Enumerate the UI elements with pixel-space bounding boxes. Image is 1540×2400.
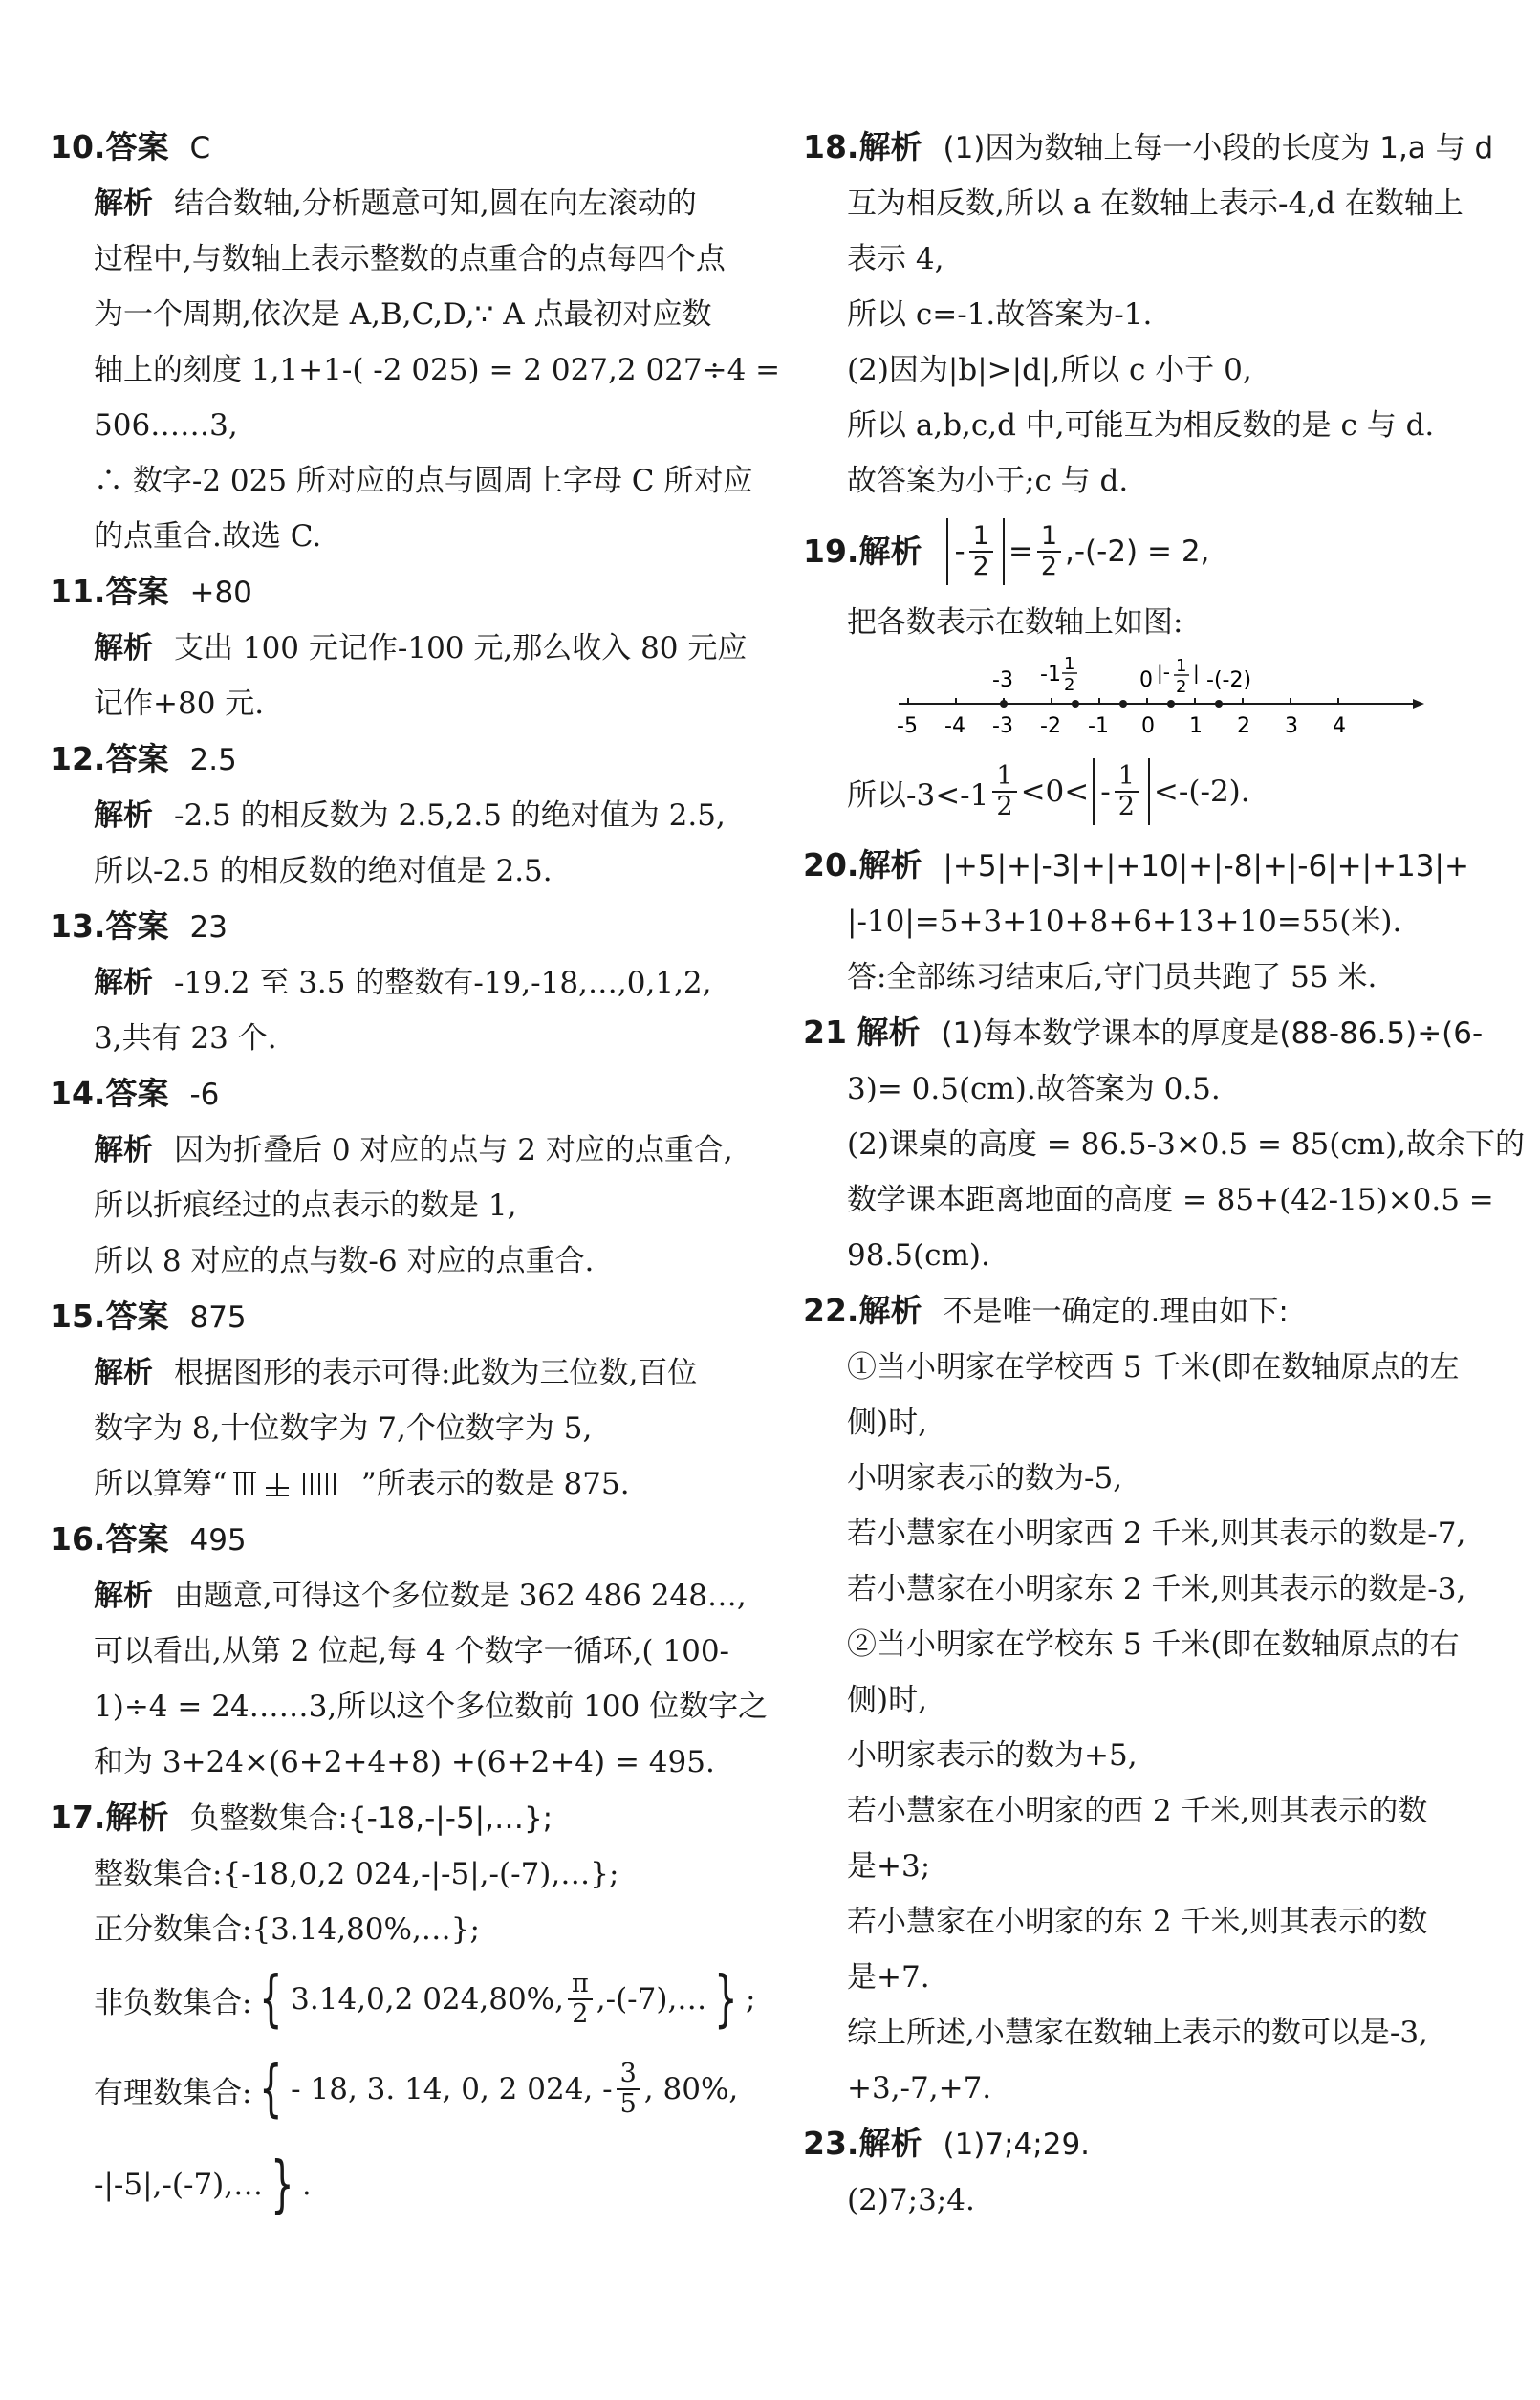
left-brace: { bbox=[259, 1964, 284, 2035]
text-line: 若小慧家在小明家西 2 千米,则其表示的数是-7, bbox=[847, 1516, 1466, 1551]
text-line: 是+7. bbox=[847, 1960, 930, 1995]
fraction bbox=[992, 762, 1016, 821]
text-line: 结合数轴,分析题意可知,圆在向左滚动的 bbox=[174, 186, 697, 221]
left-brace: { bbox=[259, 2054, 284, 2125]
right-column bbox=[803, 120, 1526, 2228]
fraction bbox=[1115, 762, 1139, 821]
question-12 bbox=[50, 731, 755, 899]
text-line: 综上所述,小慧家在数轴上表示的数可以是-3, bbox=[847, 2016, 1428, 2050]
answer-value: 875 bbox=[189, 1300, 247, 1335]
point bbox=[1000, 700, 1008, 708]
set-content: 3.14,0,2 024,80%, bbox=[291, 1982, 564, 2017]
denominator: 2 bbox=[1040, 552, 1058, 581]
mark-label: -3 bbox=[992, 668, 1013, 692]
analysis-label: 解析 bbox=[94, 1133, 153, 1167]
text-fragment: ,-(-2) = 2, bbox=[1065, 535, 1210, 569]
set-content: - 18, 3. 14, 0, 2 024, - bbox=[291, 2072, 613, 2106]
analysis-label: 解析 bbox=[94, 1579, 153, 1613]
fraction bbox=[1037, 522, 1061, 581]
text-fragment: ”所表示的数是 875. bbox=[360, 1467, 630, 1501]
text-line: 是+3; bbox=[847, 1849, 931, 1884]
answer-tag: 答案 bbox=[105, 740, 169, 777]
numerator: 1 bbox=[969, 522, 993, 553]
text-line: 支出 100 元记作-100 元,那么收入 80 元应 bbox=[174, 631, 748, 665]
mark-label: -(-2) bbox=[1206, 668, 1252, 692]
analysis-tag: 解析 bbox=[858, 533, 922, 570]
axis-tick-label: 2 bbox=[1237, 714, 1250, 738]
axis-tick-label: -1 bbox=[1088, 714, 1109, 738]
text-line: 506……3, bbox=[94, 408, 238, 443]
text-line: 记作+80 元. bbox=[94, 687, 265, 721]
numerator: 1 bbox=[992, 762, 1016, 793]
text-line: 过程中,与数轴上表示整数的点重合的点每四个点 bbox=[94, 242, 726, 276]
text-fragment: <-(-2). bbox=[1153, 775, 1250, 809]
analysis-label: 解析 bbox=[94, 1356, 153, 1390]
question-11 bbox=[50, 564, 755, 731]
point bbox=[1215, 700, 1223, 708]
text-line: 由题意,可得这个多位数是 362 486 248…, bbox=[174, 1579, 747, 1613]
text-line: 的点重合.故选 C. bbox=[94, 519, 322, 554]
equals: = bbox=[1008, 535, 1033, 569]
text-line: 把各数表示在数轴上如图: bbox=[847, 605, 1183, 640]
axis-tick-label: -5 bbox=[897, 714, 918, 738]
numerator: 3 bbox=[617, 2060, 640, 2090]
text-line: ①当小明家在学校西 5 千米(即在数轴原点的左 bbox=[847, 1350, 1460, 1385]
question-number: 12. bbox=[50, 740, 106, 777]
axis-tick-label: 1 bbox=[1189, 714, 1203, 738]
text-line: |+5|+|-3|+|+10|+|-8|+|-6|+|+13|+ bbox=[943, 849, 1469, 884]
question-number: 22. bbox=[803, 1292, 859, 1329]
mark-label: -1 bbox=[1040, 663, 1061, 687]
text-line: ∴ 数字-2 025 所对应的点与圆周上字母 C 所对应 bbox=[94, 464, 753, 498]
answer-tag: 答案 bbox=[105, 1520, 169, 1558]
axis-tick-label: 3 bbox=[1285, 714, 1298, 738]
answer-tag: 答案 bbox=[105, 573, 169, 610]
answer-value: 2.5 bbox=[189, 743, 237, 777]
answer-tag: 答案 bbox=[105, 128, 169, 165]
text-line: 为一个周期,依次是 A,B,C,D,∵ A 点最初对应数 bbox=[94, 297, 712, 332]
answer-tag: 答案 bbox=[105, 1075, 169, 1112]
analysis-tag: 解析 bbox=[858, 128, 922, 165]
set-content: ,-(-7),… bbox=[596, 1982, 707, 2017]
axis-arrow bbox=[1413, 699, 1424, 709]
question-number: 13. bbox=[50, 907, 106, 945]
question-number: 14. bbox=[50, 1075, 106, 1112]
text-line: 不是唯一确定的.理由如下: bbox=[943, 1295, 1289, 1329]
set-content: , 80%, bbox=[643, 2072, 739, 2106]
text-line: 所以-2.5 的相反数的绝对值是 2.5. bbox=[94, 854, 553, 888]
denominator: 2 bbox=[972, 552, 989, 581]
text-fragment: 所以-3<-1 bbox=[847, 777, 989, 813]
question-19 bbox=[803, 509, 1510, 838]
punct: ; bbox=[746, 1982, 756, 2017]
point bbox=[1119, 700, 1127, 708]
text-line: -2.5 的相反数为 2.5,2.5 的绝对值为 2.5, bbox=[174, 798, 726, 833]
question-number: 15. bbox=[50, 1298, 106, 1335]
mark-label: 1 bbox=[1176, 656, 1187, 676]
question-17 bbox=[50, 1790, 755, 2233]
axis-tick-label: 0 bbox=[1141, 714, 1155, 738]
text-fragment: 所以算筹“ bbox=[94, 1467, 228, 1501]
answer-tag: 答案 bbox=[105, 1298, 169, 1335]
text-line: ②当小明家在学校东 5 千米(即在数轴原点的右 bbox=[847, 1627, 1460, 1662]
analysis-tag: 解析 bbox=[857, 1014, 921, 1051]
question-number: 11. bbox=[50, 573, 106, 610]
answer-value: 23 bbox=[189, 910, 228, 945]
text-line: 若小慧家在小明家的西 2 千米,则其表示的数 bbox=[847, 1794, 1428, 1828]
question-number: 17. bbox=[50, 1799, 106, 1836]
text-line: (2)课桌的高度 = 86.5-3×0.5 = 85(cm),故余下的 bbox=[847, 1127, 1526, 1162]
text-line: 数字为 8,十位数字为 7,个位数字为 5, bbox=[94, 1411, 593, 1446]
denominator: 2 bbox=[1117, 792, 1135, 821]
numerator: π bbox=[568, 1970, 593, 2000]
axis-tick-label: -4 bbox=[944, 714, 965, 738]
question-number: 23. bbox=[803, 2125, 859, 2162]
text-line: 因为折叠后 0 对应的点与 2 对应的点重合, bbox=[174, 1133, 733, 1167]
axis-tick-label: -2 bbox=[1040, 714, 1061, 738]
text-line: 负整数集合:{-18,-|-5|,…}; bbox=[189, 1801, 553, 1836]
question-20 bbox=[803, 838, 1510, 1005]
text-line: 轴上的刻度 1,1+1-( -2 025) = 2 027,2 027÷4 = bbox=[94, 353, 781, 387]
question-number: 20. bbox=[803, 846, 859, 884]
question-23 bbox=[803, 2116, 1510, 2228]
text-line: 整数集合:{-18,0,2 024,-|-5|,-(-7),…}; bbox=[94, 1857, 619, 1891]
question-16 bbox=[50, 1512, 769, 1790]
mark-label: 1 bbox=[1064, 654, 1075, 674]
question-14 bbox=[50, 1066, 755, 1289]
question-13 bbox=[50, 899, 755, 1066]
question-10 bbox=[50, 120, 781, 564]
text-line: 数学课本距离地面的高度 = 85+(42-15)×0.5 = bbox=[847, 1183, 1494, 1217]
number-line bbox=[889, 650, 1424, 746]
text-line: 侧)时, bbox=[847, 1683, 927, 1717]
text-line: (2)7;3;4. bbox=[847, 2183, 975, 2217]
text-line: +3,-7,+7. bbox=[847, 2071, 992, 2105]
text-line: 故答案为小于;c 与 d. bbox=[847, 464, 1129, 498]
text-line: 所以 8 对应的点与数-6 对应的点重合. bbox=[94, 1244, 595, 1278]
fraction bbox=[617, 2060, 640, 2119]
point bbox=[1072, 700, 1079, 708]
text-line: 小明家表示的数为+5, bbox=[847, 1738, 1138, 1773]
analysis-label: 解析 bbox=[94, 966, 153, 1000]
mark-label: 2 bbox=[1064, 675, 1075, 695]
mark-label: |- bbox=[1157, 661, 1170, 684]
right-brace: } bbox=[271, 2149, 294, 2220]
mark-label: | bbox=[1193, 661, 1200, 684]
analysis-tag: 解析 bbox=[105, 1799, 169, 1836]
period: . bbox=[301, 2168, 312, 2202]
text-line: -19.2 至 3.5 的整数有-19,-18,…,0,1,2, bbox=[174, 966, 712, 1000]
text-line: 若小慧家在小明家东 2 千米,则其表示的数是-3, bbox=[847, 1572, 1466, 1606]
question-15 bbox=[50, 1289, 755, 1512]
denominator: 5 bbox=[619, 2089, 637, 2119]
text-line: 侧)时, bbox=[847, 1406, 927, 1440]
text-line: 小明家表示的数为-5, bbox=[847, 1461, 1123, 1495]
answer-value: C bbox=[189, 131, 211, 165]
analysis-tag: 解析 bbox=[858, 2125, 922, 2162]
text-line: 正分数集合:{3.14,80%,…}; bbox=[94, 1912, 480, 1947]
absolute-value: - $\frac{1}{2}$ bbox=[946, 518, 1004, 585]
analysis-tag: 解析 bbox=[858, 1292, 922, 1329]
denominator: 2 bbox=[572, 1999, 589, 2029]
text-line: (1)7;4;29. bbox=[943, 2127, 1091, 2162]
left-column bbox=[50, 120, 781, 2233]
text-line: 互为相反数,所以 a 在数轴上表示-4,d 在数轴上 bbox=[847, 186, 1464, 221]
question-number: 21 bbox=[803, 1014, 847, 1051]
fraction bbox=[568, 1970, 593, 2029]
set-content: -|-5|,-(-7),… bbox=[94, 2168, 264, 2202]
text-fragment: <0< bbox=[1020, 775, 1090, 809]
analysis-tag: 解析 bbox=[858, 846, 922, 884]
text-line: 所以折痕经过的点表示的数是 1, bbox=[94, 1189, 517, 1223]
absolute-value: - $\frac{1}{2}$ bbox=[1093, 758, 1150, 825]
question-number: 18. bbox=[803, 128, 859, 165]
text-line: 所以 a,b,c,d 中,可能互为相反数的是 c 与 d. bbox=[847, 408, 1435, 443]
numerator: 1 bbox=[1115, 762, 1139, 793]
analysis-label: 解析 bbox=[94, 186, 153, 221]
analysis-label: 解析 bbox=[94, 631, 153, 665]
denominator: 2 bbox=[996, 792, 1013, 821]
text-line: 可以看出,从第 2 位起,每 4 个数字一循环,( 100- bbox=[94, 1634, 730, 1669]
answer-value: +80 bbox=[189, 576, 252, 610]
right-brace: } bbox=[714, 1964, 738, 2035]
mark-label: 2 bbox=[1176, 677, 1187, 697]
text-line: 1)÷4 = 24……3,所以这个多位数前 100 位数字之 bbox=[94, 1690, 769, 1724]
analysis-label: 解析 bbox=[94, 798, 153, 833]
text-line: 3)= 0.5(cm).故答案为 0.5. bbox=[847, 1072, 1221, 1106]
question-22 bbox=[803, 1283, 1510, 2116]
answer-tag: 答案 bbox=[105, 907, 169, 945]
question-18 bbox=[803, 120, 1510, 509]
question-number: 16. bbox=[50, 1520, 106, 1558]
text-line: (1)因为数轴上每一小段的长度为 1,a 与 d bbox=[943, 131, 1494, 165]
text-line: 3,共有 23 个. bbox=[94, 1021, 277, 1056]
axis-tick-label: 4 bbox=[1333, 714, 1346, 738]
question-21 bbox=[803, 1005, 1526, 1283]
text-line: 和为 3+24×(6+2+4+8) +(6+2+4) = 495. bbox=[94, 1745, 715, 1779]
answer-value: -6 bbox=[189, 1078, 220, 1112]
text-line: 根据图形的表示可得:此数为三位数,百位 bbox=[174, 1356, 698, 1390]
mark-label: 0 bbox=[1139, 668, 1153, 692]
question-number: 19. bbox=[803, 533, 859, 570]
text-line: 若小慧家在小明家的东 2 千米,则其表示的数 bbox=[847, 1905, 1428, 1939]
fraction bbox=[969, 522, 993, 581]
text-line: 98.5(cm). bbox=[847, 1238, 990, 1273]
text-line: 答:全部练习结束后,守门员共跑了 55 米. bbox=[847, 960, 1377, 994]
set-label: 有理数集合: bbox=[94, 2075, 252, 2110]
text-line: (1)每本数学课本的厚度是(88-86.5)÷(6- bbox=[941, 1016, 1484, 1051]
numerator: 1 bbox=[1037, 522, 1061, 553]
axis-tick-label: -3 bbox=[992, 714, 1013, 738]
set-label: 非负数集合: bbox=[94, 1985, 252, 2020]
answer-value: 495 bbox=[189, 1523, 247, 1558]
text-line: 所以 c=-1.故答案为-1. bbox=[847, 297, 1153, 332]
text-line: 表示 4, bbox=[847, 242, 944, 276]
question-number: 10. bbox=[50, 128, 106, 165]
text-line: (2)因为|b|>|d|,所以 c 小于 0, bbox=[847, 353, 1252, 387]
text-line: |-10|=5+3+10+8+6+13+10=55(米). bbox=[847, 905, 1402, 939]
point bbox=[1167, 700, 1175, 708]
counting-rods-figure bbox=[228, 1465, 361, 1503]
